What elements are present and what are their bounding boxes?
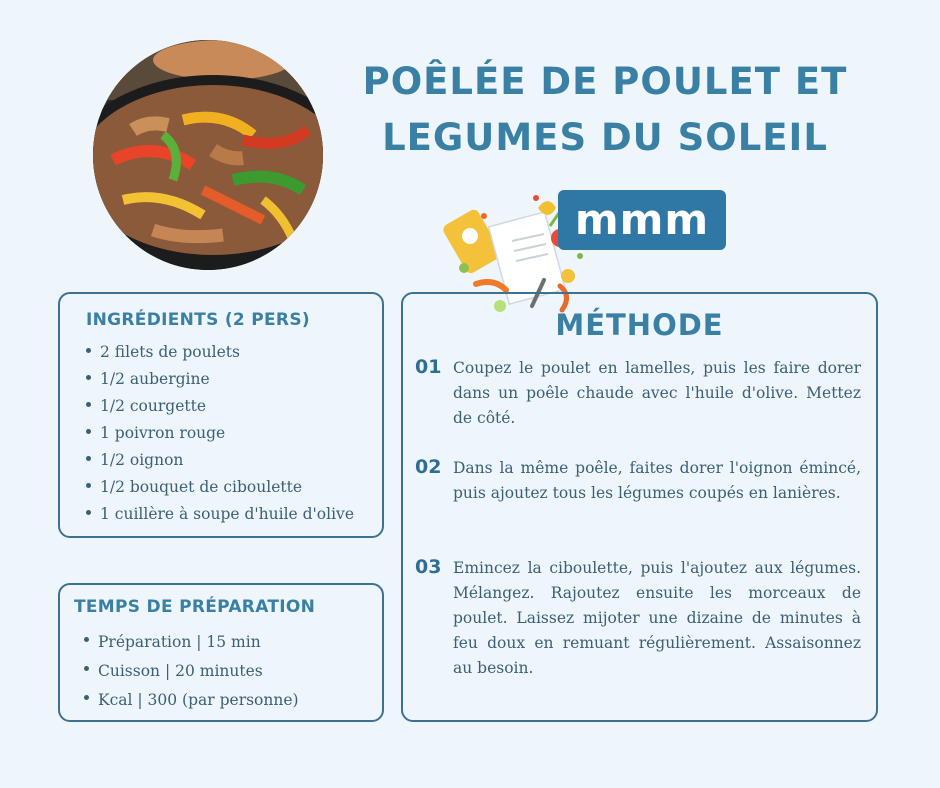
prep-time-title: TEMPS DE PRÉPARATION bbox=[74, 597, 316, 617]
ingredients-title: INGRÉDIENTS (2 PERS) bbox=[86, 310, 310, 330]
step-number: 03 bbox=[415, 556, 442, 578]
list-item: 1 poivron rouge bbox=[100, 420, 354, 447]
method-title: MÉTHODE bbox=[555, 308, 724, 342]
list-item: 1/2 oignon bbox=[100, 447, 354, 474]
method-box bbox=[401, 292, 878, 722]
step-number: 01 bbox=[415, 356, 442, 378]
ingredients-list bbox=[100, 339, 354, 528]
recipe-title bbox=[345, 54, 865, 166]
list-item: 1/2 aubergine bbox=[100, 366, 354, 393]
food-photo bbox=[93, 40, 323, 270]
prep-time-box bbox=[58, 583, 384, 722]
ingredients-box bbox=[58, 292, 384, 538]
list-item: 1/2 bouquet de ciboulette bbox=[100, 474, 354, 501]
method-step bbox=[415, 556, 861, 681]
list-item: Préparation | 15 min bbox=[98, 628, 299, 657]
prep-time-list bbox=[98, 628, 299, 715]
method-step bbox=[415, 356, 861, 431]
step-text: Dans la même poêle, faites dorer l'oignon émincé, puis ajoutez tous les légumes coupés en lanières. bbox=[453, 459, 861, 502]
recipe-title-line-2: LEGUMES DU SOLEIL bbox=[382, 116, 828, 159]
step-text: Emincez la ciboulette, puis l'ajoutez aux légumes. Mélangez. Rajoutez ensuite les morceaux de poulet. Laissez mijoter une dizaine de minutes à feu doux en remuant régulièrement. Assaisonnez au besoin. bbox=[453, 559, 861, 677]
list-item: Kcal | 300 (par personne) bbox=[98, 686, 299, 715]
list-item: Cuisson | 20 minutes bbox=[98, 657, 299, 686]
list-item: 1 cuillère à soupe d'huile d'olive bbox=[100, 501, 354, 528]
recipe-title-line-1: POÊLÉE DE POULET ET bbox=[362, 60, 848, 103]
method-step bbox=[415, 456, 861, 506]
list-item: 2 filets de poulets bbox=[100, 339, 354, 366]
list-item: 1/2 courgette bbox=[100, 393, 354, 420]
step-number: 02 bbox=[415, 456, 442, 478]
mmm-badge: mmm bbox=[558, 190, 726, 250]
step-text: Coupez le poulet en lamelles, puis les faire dorer dans un poêle chaude avec l'huile d'olive. Mettez de côté. bbox=[453, 359, 861, 427]
